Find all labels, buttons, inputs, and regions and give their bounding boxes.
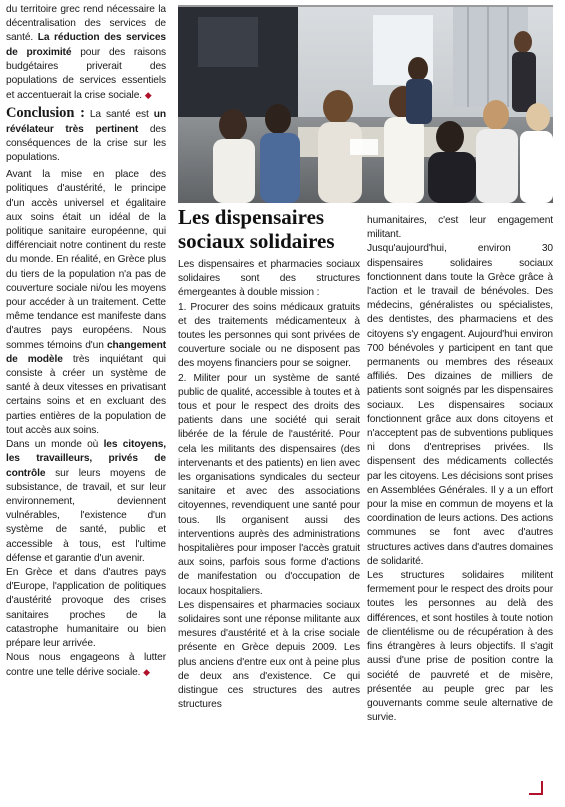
article-headline: [178, 205, 362, 253]
conclusion-paragraph: [6, 106, 166, 165]
austerity-text: Avant la mise en place des politiques d'austérité, le principe d'un accès universel et égalitaire aux soins était un idéal de la politique sanitaire européenne, qui différenciait notre continent du reste du monde. En réalité, en Grèce plus du tiers de la population n'a pas de couverture sociale ni/ou les moyens pour accéder à un traitement. Cette même tendance est manifeste dans d'autres pays européens. Nous sommes témoins d'un: [6, 169, 166, 351]
conclusion-text-end: des conséquences de la crise sur les populations.: [6, 123, 166, 164]
paragraph-commitment: [6, 651, 166, 680]
paragraph-greece: En Grèce et dans d'autres pays d'Europe, l'application de politiques d'austérité provoque des crises sanitaires proches de la catastrophe humanitaire ou bien prépare leur arrivée.: [6, 566, 166, 649]
principles-paragraph: Les structures solidaires militent fermement pour le respect des droits pour toutes les personnes au delà des différences, et sont hostiles à toute notion de clientélisme ou de récupération à des fins étrangères à leurs objectifs. Il s'agit aussi d'une prise de position contre la société de pauvreté et de misère, présentée au peuple grec par les gouvernants comme seule alternative de survie.: [367, 570, 553, 724]
intro-bold: La réduction des services de proximité: [6, 32, 166, 58]
austerity-bold: changement de modèle: [6, 339, 166, 365]
clinic-photo-illustration: [178, 7, 553, 203]
conclusion-text: La santé est: [84, 109, 154, 121]
column-right: [367, 214, 553, 725]
paragraph-citizens: [6, 438, 166, 566]
citizens-bold: les citoyens, les travailleurs, privés de contrôle: [6, 439, 167, 479]
headline-line-2: sociaux solidaires: [178, 229, 335, 253]
column-left: [6, 3, 166, 681]
end-mark-icon: [529, 781, 543, 795]
network-paragraph: Jusqu'aujourd'hui, environ 30 dispensaires solidaires sociaux fonctionnent dans toute la Grèce grâce à l'action et le travail de bénévoles. Des médecins, généralistes ou spécialistes, des dentistes, des pharmaciens et des citoyens s'y engagent. Aujourd'hui environ 700 bénévoles y participent en tant que permanents ou membres des réseaux affiliés. Des dizaines de milliers de patients sont soignés par les dispensaires sociaux. Les dispensaires sociaux fonctionnent grâce aux dons citoyens et n'acceptent pas de subventions publiques ni dons d'entreprises privées. Ils dispensent des médicaments collectés par les citoyens. Les décisions sont prises en Assemblées Générales. Il y a un effort pour la mise en commun de moyens et la coordination de leurs actions. Des actions communes se font avec d'autres structures actives dans d'autres domaines de solidarité.: [367, 243, 553, 567]
mission-item-1: 1. Procurer des soins médicaux gratuits et des traitements médicamenteux à toutes les personnes qui sont privées de couverture sociale ou ne disposent pas des moyens financiers pour se soigner.: [178, 301, 360, 370]
intro-text: du territoire grec rend nécessaire la décentralisation des services de santé.: [6, 4, 166, 44]
citizens-text: Dans un monde où: [6, 439, 104, 451]
diamond-icon: ◆: [144, 90, 152, 101]
engagement-paragraph: humanitaires, c'est leur engagement militant.: [367, 215, 553, 241]
austerity-text-end: très inquiétant qui consiste à créer un système de santé à deux vitesses en privatisant certains soins et en excluant des parties entières de la population de tout accès aux soins.: [6, 353, 166, 436]
conclusion-title: Conclusion :: [6, 105, 85, 122]
diamond-icon: ◆: [143, 667, 150, 678]
intro-paragraph: [6, 3, 166, 103]
citizens-text-end: sur leurs moyens de subsistance, de travail, et sur leur environnement, deviennent vulnérables, l'existence d'un système de santé, public et accessible à tous, est l'ultime défense et garantie d'un avenir.: [6, 467, 166, 564]
clinic-photo: [178, 5, 553, 203]
intro-text-end: pour des raisons budgétaires priverait des populations de services essentiels et accentuerait la crise sociale.: [6, 46, 166, 102]
commitment-text: Nous nous engageons à lutter contre une telle dérive sociale.: [6, 652, 166, 679]
paragraph-austerity: [6, 168, 166, 438]
mission-intro: Les dispensaires et pharmacies sociaux solidaires sont des structures émergeantes à double mission :: [178, 259, 360, 299]
column-middle: [178, 258, 360, 713]
response-paragraph: Les dispensaires et pharmacies sociaux solidaires sont une réponse militante aux mesures d'austérité et à la crise sociale présente en Grèce depuis 2009. Les plus anciens d'entre eux ont à peine plus de deux ans d'existence. Ce qui distingue ces structures des autres structures: [178, 599, 360, 711]
conclusion-bold: un révélateur très pertinent: [6, 109, 166, 135]
headline-line-1: Les dispensaires: [178, 205, 325, 229]
mission-item-2: 2. Militer pour un système de santé public de qualité, accessible à toutes et à tous et pour le respect des droits des patients dans une société qui serait libérée de la férule de l'austérité. Pour cela les militants des dispensaires (des intervenants et des patients) en lien avec les organisations syndicales du secteur sanitaire et avec des associations citoyennes, revendiquent une santé pour tous. Ils organisent aussi des interventions auprès des administrations hospitalières pour imposer l'accès gratuit aux soins, parfois sous forme d'actions de manifestation ou d'occupation de locaux hospitaliers.: [178, 372, 360, 597]
